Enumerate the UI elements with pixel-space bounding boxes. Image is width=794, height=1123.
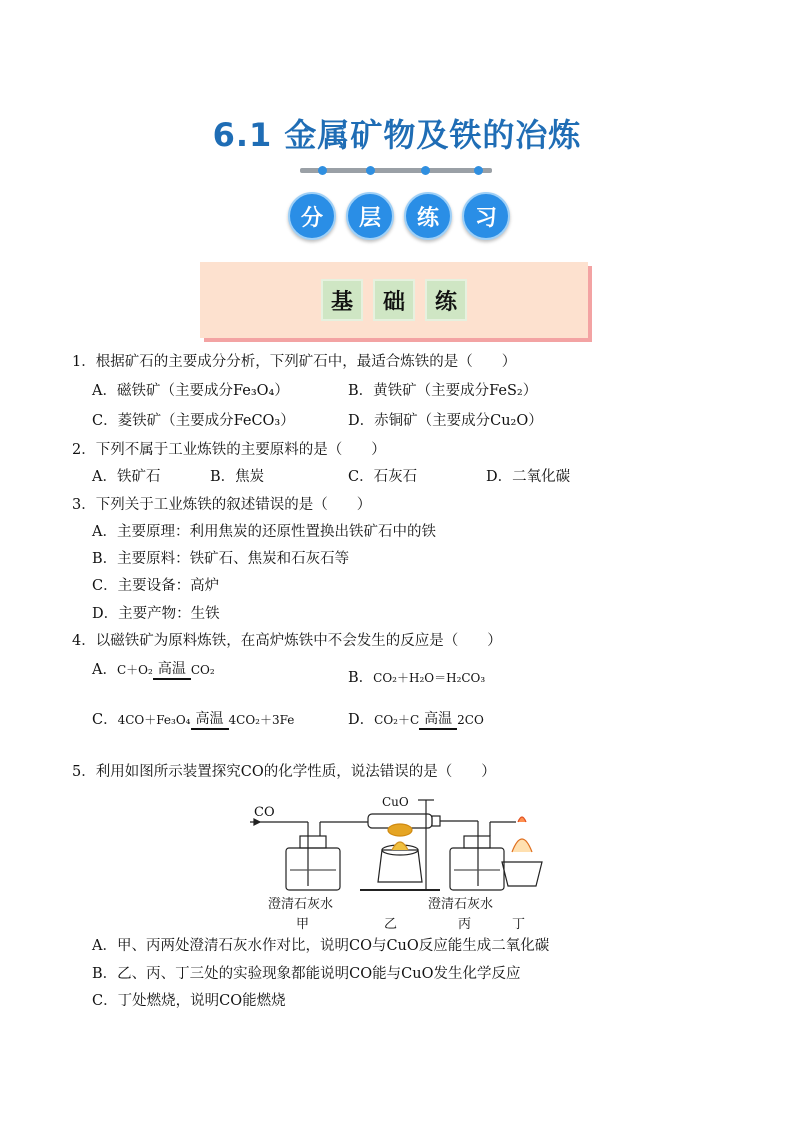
station-label: 甲 <box>296 917 310 932</box>
equation-left: 4CO＋Fe₃O₄ <box>117 713 191 727</box>
option: B．焦炭 <box>210 469 265 485</box>
equation-right: CO₂ <box>190 663 215 677</box>
option: A．主要原理：利用焦炭的还原性置换出铁矿石中的铁 <box>92 524 436 540</box>
level-banner <box>200 262 588 338</box>
divider-dot <box>318 166 327 175</box>
equation-right: 2CO <box>457 713 484 727</box>
option-label: C． <box>92 712 118 728</box>
reagent-label: CuO <box>382 795 409 809</box>
title-divider <box>300 168 492 173</box>
option: B．黄铁矿（主要成分FeS₂） <box>348 383 538 399</box>
option-label: A． <box>92 662 117 678</box>
banner-tile: 练 <box>425 279 467 321</box>
divider-dot <box>421 166 430 175</box>
banner-tile: 础 <box>373 279 415 321</box>
condition-text: 高温 <box>424 711 453 727</box>
question-stem: 5．利用如图所示装置探究CO的化学性质，说法错误的是（ ） <box>72 764 496 780</box>
chip: 层 <box>346 192 394 240</box>
chip: 习 <box>462 192 510 240</box>
divider-dot <box>366 166 375 175</box>
option-label: D． <box>348 712 375 728</box>
reaction-condition <box>153 661 191 680</box>
option-equation <box>348 668 485 688</box>
divider-dot <box>474 166 483 175</box>
bottle-label: 澄清石灰水 <box>268 897 334 912</box>
station-label: 丁 <box>512 917 526 932</box>
station-label: 丙 <box>458 917 472 932</box>
option-equation <box>348 710 484 730</box>
equation-left: C＋O₂ <box>116 663 153 677</box>
option: D．赤铜矿（主要成分Cu₂O） <box>348 413 543 429</box>
equation-left: CO₂＋H₂O＝H₂CO₃ <box>373 671 486 685</box>
question-stem: 1．根据矿石的主要成分分析，下列矿石中，最适合炼铁的是（ ） <box>72 354 517 370</box>
option-label: B． <box>348 670 374 686</box>
option: A．甲、丙两处澄清石灰水作对比，说明CO与CuO反应能生成二氧化碳 <box>92 938 550 954</box>
condition-text: 高温 <box>157 661 186 677</box>
page-title: 6.1 金属矿物及铁的冶炼 <box>212 116 582 154</box>
option: B．主要原料：铁矿石、焦炭和石灰石等 <box>92 551 350 567</box>
reaction-condition <box>419 711 457 730</box>
option: A．磁铁矿（主要成分Fe₃O₄） <box>92 383 289 399</box>
question-stem: 3．下列关于工业炼铁的叙述错误的是（ ） <box>72 497 372 513</box>
section-chips <box>288 192 510 240</box>
chip: 练 <box>404 192 452 240</box>
option: C．丁处燃烧，说明CO能燃烧 <box>92 993 286 1009</box>
option: C．石灰石 <box>348 469 418 485</box>
question-stem: 2．下列不属于工业炼铁的主要原料的是（ ） <box>72 442 386 458</box>
option: B．乙、丙、丁三处的实验现象都能说明CO能与CuO发生化学反应 <box>92 966 521 982</box>
bottle-jia <box>286 848 340 890</box>
banner-tile: 基 <box>321 279 363 321</box>
station-label: 乙 <box>384 917 398 932</box>
equation-left: CO₂＋C <box>374 713 420 727</box>
option-equation <box>92 710 294 730</box>
option: A．铁矿石 <box>92 469 161 485</box>
option-equation <box>92 660 215 680</box>
gas-label: CO <box>254 805 275 820</box>
question-stem: 4．以磁铁矿为原料炼铁，在高炉炼铁中不会发生的反应是（ ） <box>72 633 502 649</box>
option: C．菱铁矿（主要成分FeCO₃） <box>92 413 295 429</box>
option: C．主要设备：高炉 <box>92 578 220 594</box>
chip: 分 <box>288 192 336 240</box>
equation-right: 4CO₂＋3Fe <box>228 713 295 727</box>
bottle-bing <box>450 848 504 890</box>
condition-text: 高温 <box>195 711 224 727</box>
reaction-condition <box>191 711 229 730</box>
option: D．主要产物：生铁 <box>92 606 220 622</box>
bottle-label: 澄清石灰水 <box>428 897 494 912</box>
option: D．二氧化碳 <box>486 469 571 485</box>
